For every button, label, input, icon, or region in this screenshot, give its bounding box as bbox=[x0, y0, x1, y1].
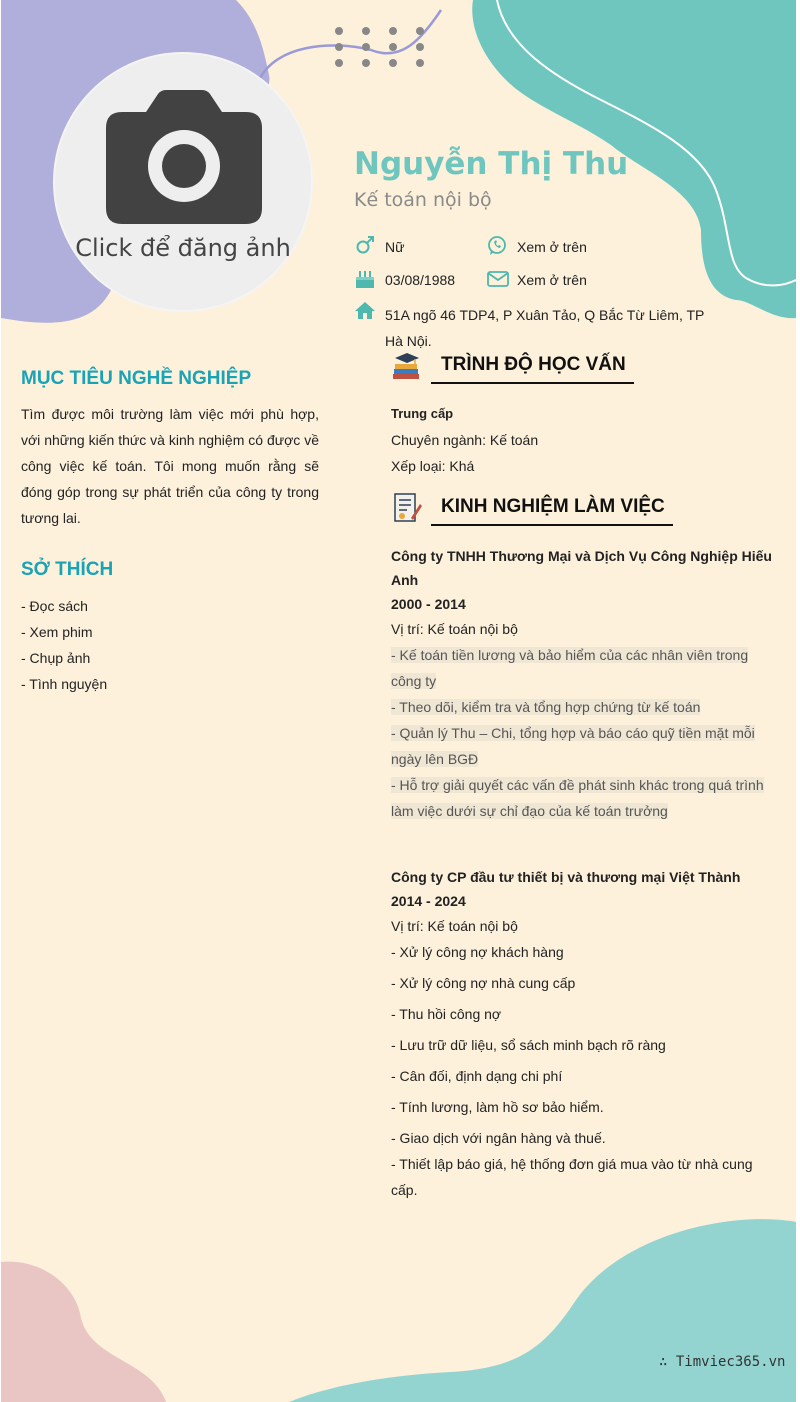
list-item: - Thiết lập báo giá, hệ thống đơn giá mua vào từ nhà cung cấp. bbox=[391, 1156, 753, 1198]
job-position: Vị trí: Kế toán nội bộ bbox=[391, 918, 518, 934]
list-item: - Lưu trữ dữ liệu, sổ sách minh bạch rõ ràng bbox=[391, 1037, 666, 1053]
camera-icon bbox=[106, 90, 262, 226]
job-entry bbox=[391, 865, 776, 1203]
photo-upload-label: Click để đăng ảnh bbox=[75, 234, 291, 262]
job-duties bbox=[391, 939, 776, 1203]
email-value: Xem ở trên bbox=[517, 272, 587, 288]
list-item: - Xử lý công nợ khách hàng bbox=[391, 944, 564, 960]
education-heading: TRÌNH ĐỘ HỌC VẤN bbox=[431, 354, 634, 384]
list-item: - Thu hồi công nợ bbox=[391, 1006, 502, 1022]
list-item: - Chụp ảnh bbox=[21, 650, 91, 666]
experience-heading: KINH NGHIỆM LÀM VIỆC bbox=[431, 496, 673, 526]
list-item: - Theo dõi, kiểm tra và tổng hợp chứng từ kế toán bbox=[391, 699, 701, 715]
job-duties bbox=[391, 642, 776, 824]
list-item: - Tình nguyện bbox=[21, 676, 108, 692]
list-item: - Đọc sách bbox=[21, 598, 88, 614]
list-item: - Tính lương, làm hồ sơ bảo hiểm. bbox=[391, 1099, 604, 1115]
list-item: - Kế toán tiền lương và bảo hiểm của các nhân viên trong công ty bbox=[391, 647, 749, 689]
hobbies-list bbox=[21, 593, 107, 697]
job-entry bbox=[391, 544, 776, 824]
graduation-books-icon bbox=[391, 350, 423, 382]
objective-text: Tìm được môi trường làm việc mới phù hợp, với những kiến thức và kinh nghiệm có được về công việc kế toán. Tôi mong muốn rằng sẽ đóng góp trong sự phát triển của công ty trong tương lai. bbox=[21, 406, 319, 526]
job-years: 2000 - 2014 bbox=[391, 596, 466, 612]
watermark: ∴ Timviec365.vn bbox=[659, 1354, 786, 1370]
job-title: Kế toán nội bộ bbox=[354, 189, 492, 211]
job-company: Công ty CP đầu tư thiết bị và thương mại Việt Thành bbox=[391, 869, 741, 885]
address-value: 51A ngõ 46 TDP4, P Xuân Tảo, Q Bắc Từ Liêm, TP Hà Nội. bbox=[385, 307, 705, 349]
job-position: Vị trí: Kế toán nội bộ bbox=[391, 621, 518, 637]
list-item: - Cân đối, định dạng chi phí bbox=[391, 1068, 563, 1084]
photo-upload[interactable] bbox=[53, 52, 313, 312]
list-item: - Hỗ trợ giải quyết các vấn đề phát sinh khác trong quá trình làm việc dưới sự chỉ đạo của kế toán trưởng bbox=[391, 777, 764, 819]
job-years: 2014 - 2024 bbox=[391, 893, 466, 909]
education-level: Trung cấp bbox=[391, 406, 454, 421]
list-item: - Xử lý công nợ nhà cung cấp bbox=[391, 975, 576, 991]
gender-icon bbox=[354, 235, 376, 257]
objective-heading: MỤC TIÊU NGHỀ NGHIỆP bbox=[21, 368, 252, 389]
phone-icon bbox=[486, 235, 508, 257]
cv-page bbox=[1, 0, 796, 1402]
education-grade: Xếp loại: Khá bbox=[391, 458, 475, 474]
education-details bbox=[391, 401, 771, 479]
job-company: Công ty TNHH Thương Mại và Dịch Vụ Công Nghiệp Hiếu Anh bbox=[391, 548, 772, 588]
birthday-value: 03/08/1988 bbox=[385, 272, 456, 288]
hobbies-heading: SỞ THÍCH bbox=[21, 559, 114, 580]
candidate-name: Nguyễn Thị Thu bbox=[354, 146, 629, 182]
home-icon bbox=[354, 301, 376, 321]
work-documents-icon bbox=[391, 492, 423, 524]
list-item: - Quản lý Thu – Chi, tổng hợp và báo cáo quỹ tiền mặt mỗi ngày lên BGĐ bbox=[391, 725, 755, 767]
email-icon bbox=[486, 268, 510, 290]
education-major: Chuyên ngành: Kế toán bbox=[391, 432, 539, 448]
list-item: - Giao dịch với ngân hàng và thuế. bbox=[391, 1130, 606, 1146]
phone-value: Xem ở trên bbox=[517, 239, 587, 255]
gender-value: Nữ bbox=[385, 239, 405, 255]
list-item: - Xem phim bbox=[21, 624, 93, 640]
birthday-cake-icon bbox=[354, 268, 376, 290]
